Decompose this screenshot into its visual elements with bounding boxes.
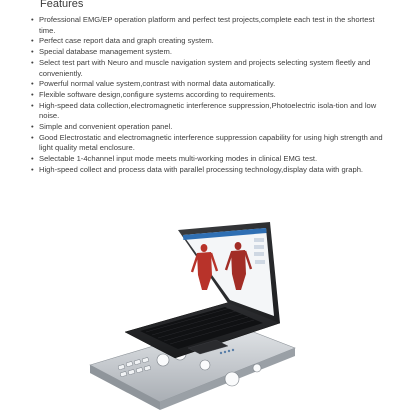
feature-item: • Professional EMG/EP operation platform and perfect test projects,complete each test in the shortest time. <box>31 15 383 36</box>
feature-item: • Powerful normal value system,contrast with normal data automatically. <box>31 79 383 90</box>
section-heading: Features <box>40 0 84 10</box>
feature-item: • Perfect case report data and graph creating system. <box>31 36 383 47</box>
feature-item: • High-speed data collection,electromagnetic interference suppression,Photoelectric isola-tion and low noise. <box>31 101 383 122</box>
feature-item: • Flexible software design,configure systems according to requirements. <box>31 90 383 101</box>
feature-item: • Special database management system. <box>31 47 383 58</box>
emg-device-photo <box>80 220 310 410</box>
features-list <box>31 15 383 176</box>
feature-item: • High-speed collect and process data with parallel processing technology,display data with graph. <box>31 165 383 176</box>
feature-item: • Simple and convenient operation panel. <box>31 122 383 133</box>
feature-item: • Selectable 1-4channel input mode meets multi-working modes in clinical EMG test. <box>31 154 383 165</box>
feature-item: • Select test part with Neuro and muscle navigation system and projects selecting system fleetly and conveniently. <box>31 58 383 79</box>
feature-item: • Good Electrostatic and electromagnetic interference suppression capability for using high strength and light quality metal enclosure. <box>31 133 383 154</box>
